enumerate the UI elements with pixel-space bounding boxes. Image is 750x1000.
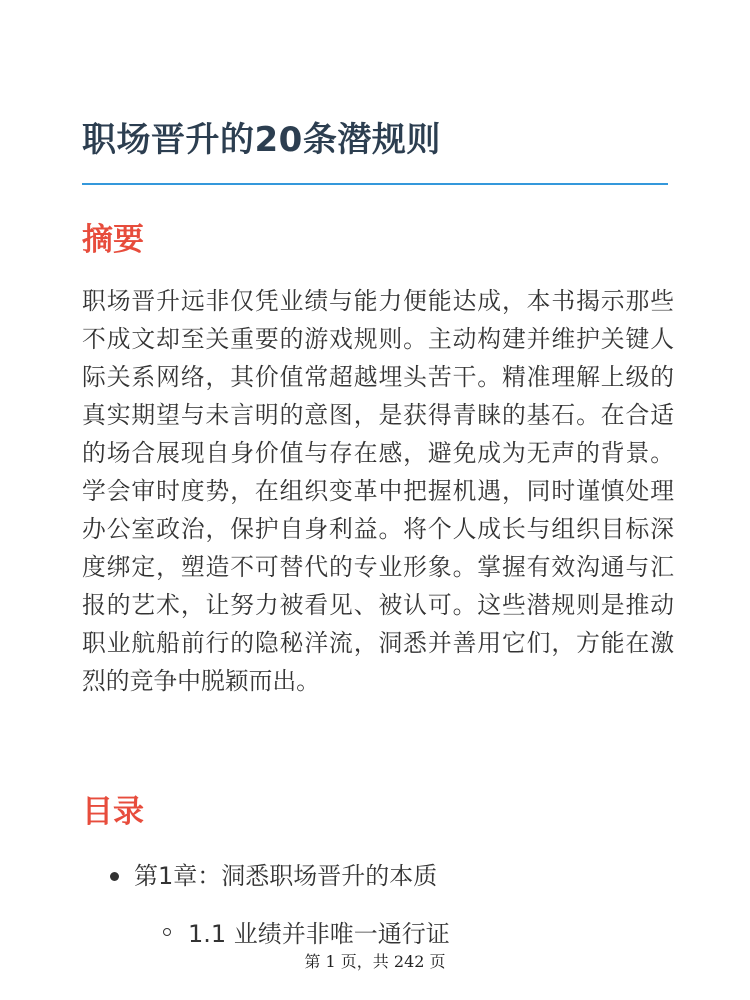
abstract-text: 职场晋升远非仅凭业绩与能力便能达成，本书揭示那些不成文却至关重要的游戏规则。主动构建并维护关键人际关系网络，其价值常超越埋头苦干。精准理解上级的真实期望与未言明的意图，是获得青睐的基石。在合适的场合展现自身价值与存在感，避免成为无声的背景。学会审时度势，在组织变革中把握机遇，同时谨慎处理办公室政治，保护自身利益。将个人成长与组织目标深度绑定，塑造不可替代的专业形象。掌握有效沟通与汇报的艺术，让努力被看见、被认可。这些潜规则是推动职业航船前行的隐秘洋流，洞悉并善用它们，方能在激烈的竞争中脱颖而出。: [82, 287, 674, 695]
document-title: 职场晋升的20条潜规则: [82, 120, 441, 160]
toc-item-section-1-1[interactable]: 1.1 业绩并非唯一通行证: [188, 920, 450, 948]
toc-heading: 目录: [82, 794, 144, 830]
title-divider: [82, 183, 668, 185]
page-number-footer: 第 1 页，共 242 页: [304, 952, 446, 971]
abstract-heading: 摘要: [82, 222, 144, 258]
bullet-circle-icon: [163, 928, 171, 936]
bullet-disc-icon: [110, 872, 119, 881]
toc-item-chapter-1[interactable]: 第1章：洞悉职场晋升的本质: [134, 862, 438, 890]
